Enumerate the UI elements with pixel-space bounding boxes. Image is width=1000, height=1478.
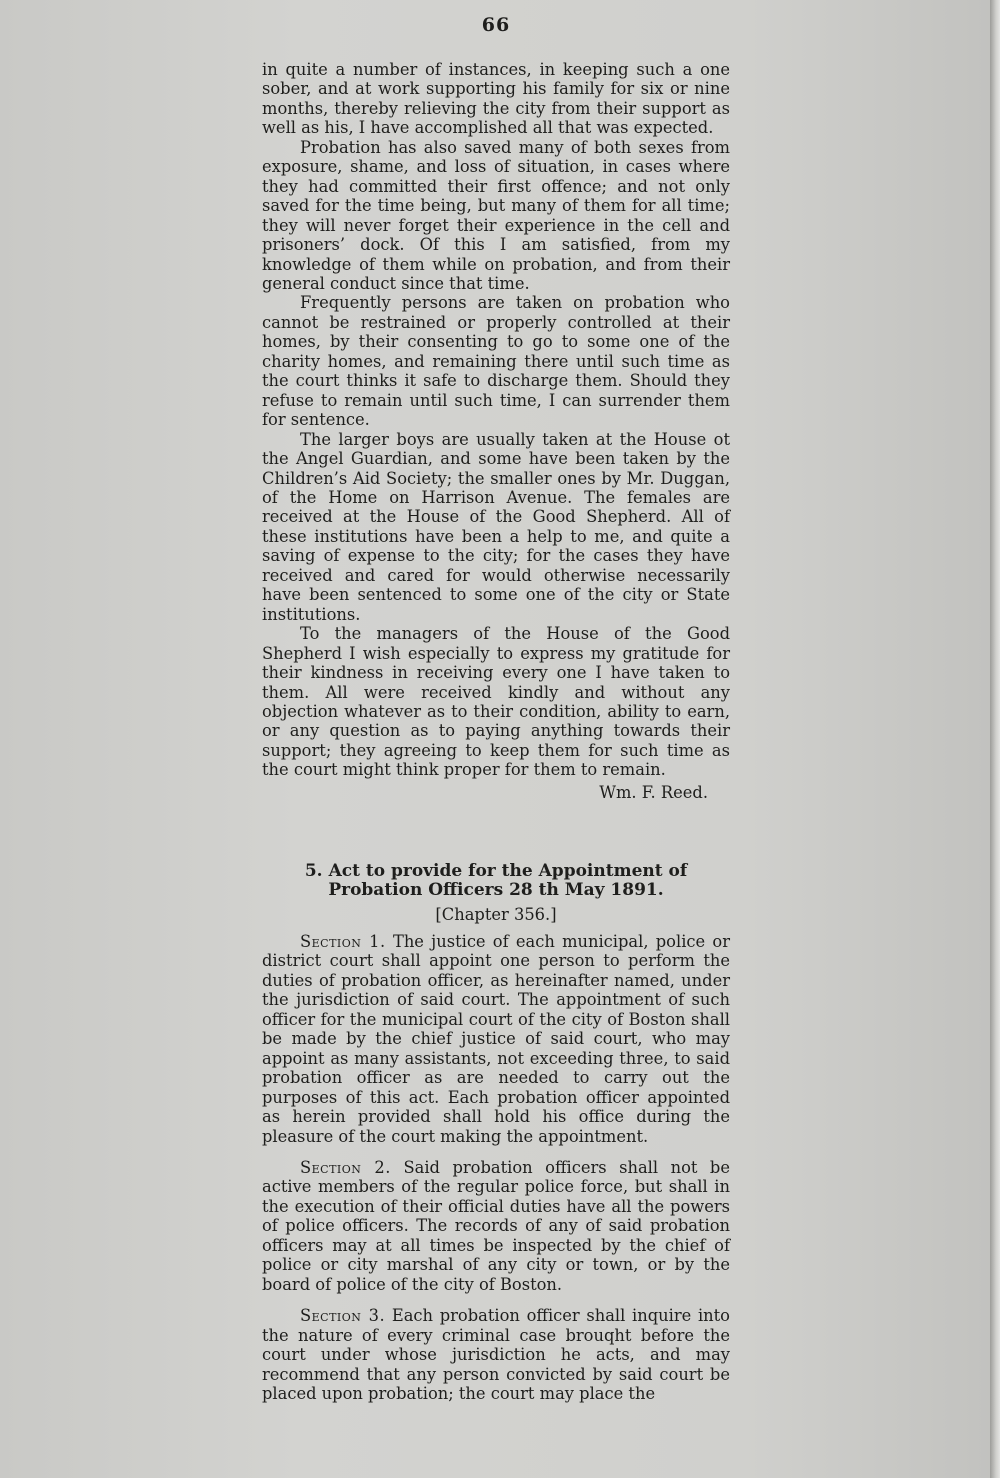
act-sections [262, 932, 730, 1415]
section-3 [262, 1306, 730, 1403]
act-number: 5. [304, 861, 323, 881]
paragraph-2: Probation has also saved many of both sexes from exposure, shame, and loss of situation, in cases where they had committed their first offence; and not only saved for the time being, but many of them for all time; they will never forget their experience in the cell and prisoners’ dock. Of this I am satisfied, from my knowledge of them while on probation, and from their general conduct since that time. [262, 137, 730, 293]
section-1 [262, 932, 730, 1146]
signature: Wm. F. Reed. [599, 782, 708, 802]
page-number: 66 [481, 14, 511, 36]
paragraph-5: To the managers of the House of the Good Shepherd I wish especially to express my gratitude for their kindness in receiving every one I have taken to them. All were received kindly and without any objection whatever as to their condition, ability to earn, or any question as to paying anything towards their support; they agreeing to keep them for such time as the court might think proper for them to remain. [262, 624, 730, 780]
paragraph-4: The larger boys are usually taken at the House ot the Angel Guardian, and some have been taken by the Children’s Aid Society; the smaller ones by Mr. Duggan, of the Home on Harrison Avenue. The females are received at the House of the Good Shepherd. All of these institutions have been a help to me, and quite a saving of expense to the city; for the cases they have received and cared for would otherwise necessarily have been sentenced to some one of the city or State institutions. [262, 429, 730, 624]
section-3-text: Each probation officer shall inquire into the nature of every criminal case brouqht before the court under whose jurisdiction he acts, and may recommend that any person convicted by said court be placed upon probation; the court may place the [262, 1306, 730, 1403]
act-heading [262, 862, 730, 900]
paragraph-3: Frequently persons are taken on probation who cannot be restrained or properly controlled at their homes, by their consenting to go to some one of the charity homes, and remaining there until such time as the court thinks it safe to discharge them. Should they refuse to remain until such time, I can surrender them for sentence. [262, 293, 730, 430]
section-2-label: Section 2. [300, 1157, 391, 1177]
page-edge [990, 0, 1000, 1478]
section-2-text: Said probation officers shall not be active members of the regular police force, but shall in the execution of their official duties have all the powers of police officers. The records of any of said probation officers may at all times be inspected by the chief of police or city marshal of any city or town, or by the board of police of the city of Boston. [262, 1157, 730, 1294]
section-1-label: Section 1. [300, 932, 386, 951]
report-body [262, 60, 730, 802]
act-title: Act to provide for the Appointment of Probation Officers 28 th May 1891. [328, 861, 688, 900]
paragraph-1: in quite a number of instances, in keeping such a one sober, and at work supporting his family for six or nine months, thereby relieving the city from their support as well as his, I have accomplished all that was expected. [262, 60, 730, 138]
section-3-label: Section 3. [300, 1306, 386, 1326]
act-chapter: [Chapter 356.] [435, 905, 557, 924]
section-2 [262, 1158, 730, 1294]
section-1-text: The justice of each municipal, police or district court shall appoint one person to perform the duties of probation officer, as hereinafter named, under the jurisdiction of said court. The appointment of such officer for the municipal court of the city of Boston shall be made by the chief justice of said court, who may appoint as many assistants, not exceeding three, to said probation officer as are needed to carry out the purposes of this act. Each probation officer appointed as herein provided shall hold his office during the pleasure of the court making the appointment. [262, 932, 730, 1146]
